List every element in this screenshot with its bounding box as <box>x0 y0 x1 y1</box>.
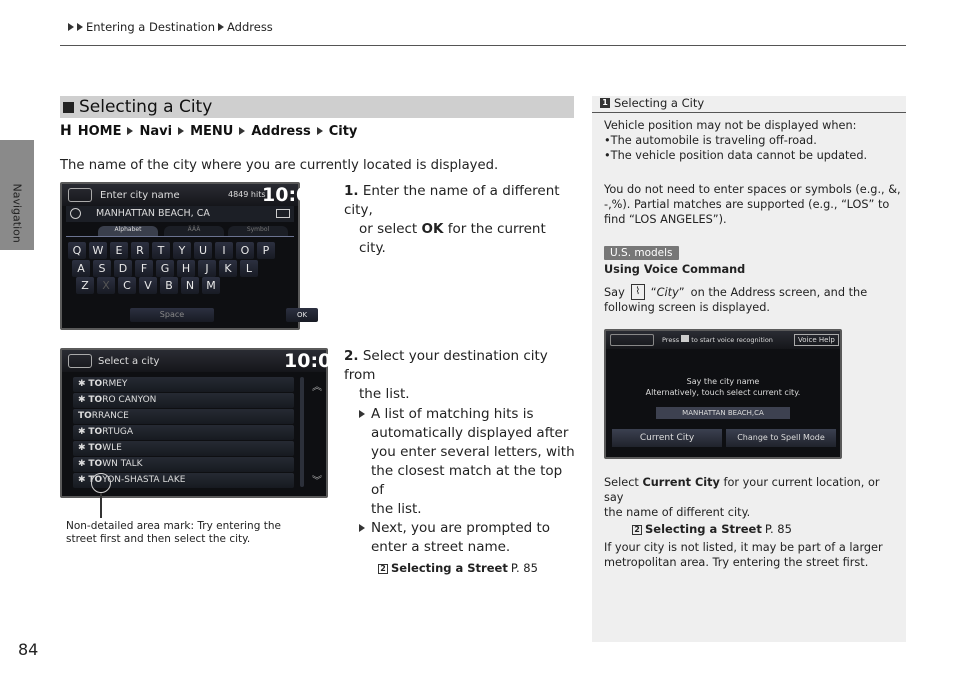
reference-page: P. 85 <box>510 561 538 575</box>
key-w: W <box>89 242 107 259</box>
voice-command-heading: Using Voice Command <box>604 263 746 276</box>
note-icon: 1 <box>600 98 610 108</box>
step-text: or select <box>359 221 418 237</box>
ok-label: OK <box>421 221 444 237</box>
key-l: L <box>240 260 258 277</box>
menu-path-item: MENU <box>190 123 234 139</box>
callout-line-2: street first and then select the city. <box>66 533 251 545</box>
talk-icon <box>681 335 689 342</box>
step-number: 1. <box>344 183 359 199</box>
triangle-icon <box>68 23 74 31</box>
current-city-button: Current City <box>612 429 722 447</box>
scroll-up-icon: ︽ <box>312 382 322 393</box>
breadcrumb <box>68 20 273 34</box>
step-2 <box>344 347 576 578</box>
city-entry-screen <box>60 182 323 330</box>
note-text: following screen is displayed. <box>604 301 770 314</box>
note-line: find “LOS ANGELES”). <box>604 213 727 226</box>
cross-reference[interactable] <box>604 522 902 537</box>
city-list-item: ✱ TOWLE <box>73 441 294 456</box>
key-h: H <box>177 260 195 277</box>
current-city-label: Current City <box>642 476 720 489</box>
voice-line-1: Say the city name <box>686 377 760 386</box>
screen-title: Enter city name <box>100 190 180 201</box>
note-body-1 <box>604 118 900 163</box>
sub-step-line: the closest match at the top of <box>371 463 563 498</box>
key-v: V <box>139 277 157 294</box>
sub-step-line: enter a street name. <box>371 539 511 555</box>
key-t: T <box>152 242 170 259</box>
city-input-value: MANHATTAN BEACH, CA <box>96 208 210 219</box>
info-back-icon <box>68 354 92 368</box>
reference-label: Selecting a Street <box>645 522 762 536</box>
breadcrumb-item: Entering a Destination <box>86 20 215 34</box>
note-line: You do not need to enter spaces or symbols (e.g., &, <box>604 183 901 196</box>
backspace-icon <box>276 209 290 218</box>
voice-help-button: Voice Help <box>794 334 839 346</box>
key-r: R <box>131 242 149 259</box>
key-y: Y <box>173 242 191 259</box>
city-list-item: ✱ TOWN TALK <box>73 457 294 472</box>
spell-mode-button: Change to Spell Mode <box>726 429 836 447</box>
sub-step-line: you enter several letters, with <box>371 444 575 460</box>
key-u: U <box>194 242 212 259</box>
key-z: Z <box>76 277 94 294</box>
triangle-icon <box>359 410 365 418</box>
triangle-icon <box>317 127 323 135</box>
callout-line <box>100 493 102 518</box>
bullet-icon: • <box>604 134 611 147</box>
key-d: D <box>114 260 132 277</box>
space-key: Space <box>130 308 214 322</box>
city-list-item: TORRANCE <box>73 409 294 424</box>
triangle-icon <box>239 127 245 135</box>
triangle-icon <box>359 524 365 532</box>
breadcrumb-item: Address <box>227 20 273 34</box>
note-title: Selecting a City <box>614 96 705 110</box>
menu-path-item: Address <box>251 123 311 139</box>
city-list-item: ✱ TORMEY <box>73 377 294 392</box>
menu-path <box>60 123 357 139</box>
sub-step <box>344 405 576 519</box>
step-number: 2. <box>344 348 359 364</box>
tab-alphabet: Alphabet <box>98 226 158 236</box>
note-line: If your city is not listed, it may be part of a larger <box>604 541 883 554</box>
voice-command-text: Say ⌇ “City” on the Address screen, and the following screen is displayed. <box>604 284 902 315</box>
key-c: C <box>118 277 136 294</box>
section-header <box>60 96 574 118</box>
menu-path-item: Navi <box>139 123 173 139</box>
note-rule <box>592 112 906 113</box>
clock: 10:00 <box>284 350 345 372</box>
screen-title: Select a city <box>98 356 160 367</box>
bullet-icon: • <box>604 149 611 162</box>
sub-step-line: A list of matching hits is <box>371 406 534 422</box>
talk-icon: ⌇ <box>631 284 645 300</box>
square-bullet-icon <box>63 102 74 113</box>
sub-step-line: automatically displayed after <box>371 425 569 441</box>
header-rule <box>60 45 906 46</box>
note-text: on the Address screen, and the <box>690 285 868 299</box>
step-text: the list. <box>359 386 410 402</box>
globe-icon <box>70 208 81 219</box>
key-e: E <box>110 242 128 259</box>
note-body-2 <box>604 182 902 227</box>
tab-accented: ÄÄÄ <box>164 226 224 236</box>
section-title: Selecting a City <box>79 97 213 117</box>
callout-circle <box>91 473 111 493</box>
reference-page: P. 85 <box>764 522 792 536</box>
note-body-3: Select Current City for your current location, or say the name of different city. 2 Selecting a Street P. 85 <box>604 475 902 537</box>
note-bullet: •The vehicle position data cannot be updated. <box>604 149 868 162</box>
city-list-item: ✱ TORO CANYON <box>73 393 294 408</box>
reference-label: Selecting a Street <box>391 561 508 575</box>
triangle-icon <box>127 127 133 135</box>
key-j: J <box>198 260 216 277</box>
key-b: B <box>160 277 178 294</box>
scrollbar <box>300 377 304 487</box>
note-line: the name of different city. <box>604 506 751 519</box>
key-a: A <box>72 260 90 277</box>
callout-line-1: Non-detailed area mark: Try entering the <box>66 520 281 532</box>
note-header <box>600 96 704 110</box>
key-m: M <box>202 277 220 294</box>
reference-arrow-icon: 2 <box>632 525 642 535</box>
home-icon: H <box>60 123 72 139</box>
key-x: X <box>97 277 115 294</box>
key-i: I <box>215 242 233 259</box>
voice-line-2: Alternatively, touch select current city. <box>645 388 801 397</box>
note-line: metropolitan area. Try entering the street first. <box>604 556 869 569</box>
voice-screen <box>604 329 842 459</box>
note-text: Say <box>604 285 625 299</box>
city-list-item: ✱ TORTUGA <box>73 425 294 440</box>
region-badge: U.S. models <box>604 246 679 260</box>
current-city-field: MANHATTAN BEACH,CA <box>656 407 790 419</box>
sub-step-line: Next, you are prompted to <box>371 520 551 536</box>
key-p: P <box>257 242 275 259</box>
key-q: Q <box>68 242 86 259</box>
step-text: Select your destination city from <box>344 348 548 383</box>
page-number: 84 <box>18 640 39 659</box>
intro-text: The name of the city where you are currently located is displayed. <box>60 158 499 173</box>
tab-symbol: Symbol <box>228 226 288 236</box>
step-1 <box>344 182 574 258</box>
nav-icons <box>610 334 654 346</box>
key-o: O <box>236 242 254 259</box>
step-text: Enter the name of a different city, <box>344 183 560 218</box>
triangle-icon <box>178 127 184 135</box>
tab-rule <box>66 236 294 237</box>
scroll-down-icon: ︾ <box>312 476 322 487</box>
menu-path-item: City <box>328 123 358 139</box>
info-back-icon <box>68 188 92 202</box>
ok-key: OK <box>286 308 318 322</box>
sub-step <box>344 519 576 557</box>
step-text: for the current city. <box>359 221 546 256</box>
voice-word: City <box>656 285 679 299</box>
note-line: -,%). Partial matches are supported (e.g., “LOS” to <box>604 198 890 211</box>
callout-text <box>66 520 281 546</box>
key-n: N <box>181 277 199 294</box>
voice-prompt: Press to start voice recognition <box>662 336 773 344</box>
side-tab-label: Navigation <box>10 183 24 243</box>
cross-reference[interactable] <box>344 559 576 578</box>
key-f: F <box>135 260 153 277</box>
note-body-4 <box>604 540 902 570</box>
note-line: Vehicle position may not be displayed when: <box>604 119 857 132</box>
key-k: K <box>219 260 237 277</box>
triangle-icon <box>77 23 83 31</box>
sub-step-line: the list. <box>371 501 422 517</box>
clock: 10:00 <box>262 184 323 206</box>
hits-count: 4849 hits <box>228 190 266 199</box>
triangle-icon <box>218 23 224 31</box>
note-bullet: •The automobile is traveling off-road. <box>604 134 817 147</box>
key-s: S <box>93 260 111 277</box>
reference-arrow-icon: 2 <box>378 564 388 574</box>
city-list-item: ✱ TOYON-SHASTA LAKE <box>73 473 294 488</box>
key-g: G <box>156 260 174 277</box>
menu-path-item: HOME <box>77 123 122 139</box>
